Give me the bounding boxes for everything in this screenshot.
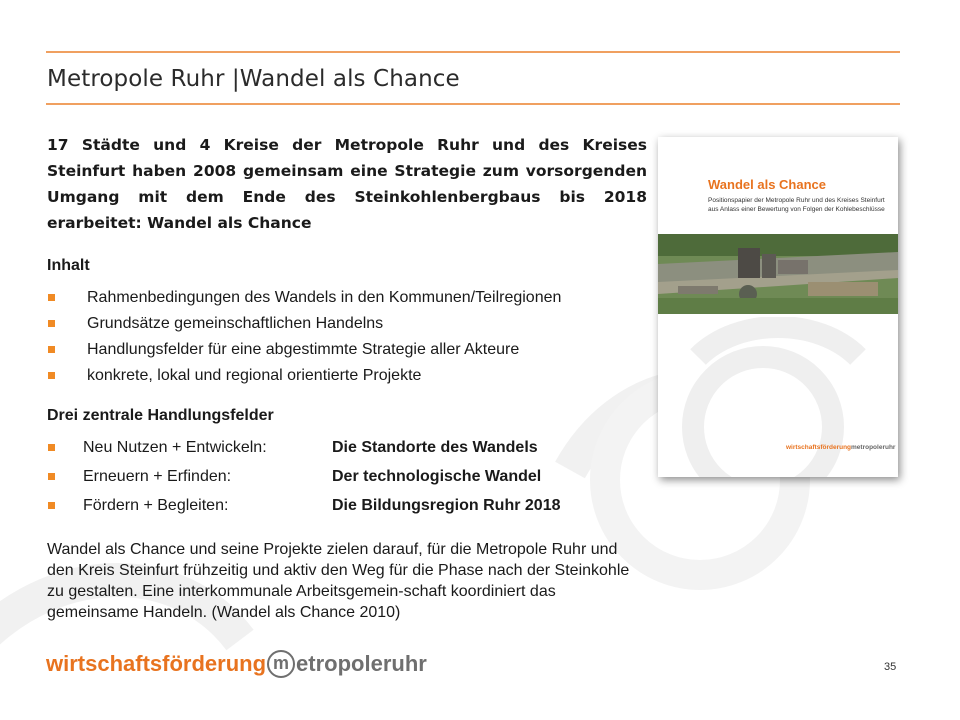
bullet-square-icon — [48, 473, 55, 480]
inhalt-heading: Inhalt — [47, 257, 90, 274]
intro-text: 17 Städte und 4 Kreise der Metropole Ruhr und des Kreises Steinfurt haben 2008 gemeinsam eine Strategie zum vorsorgenden Umgang mit dem Ende des Steinkohlenbergbaus bis 2018 erarbeitet: Wandel als Chance — [47, 136, 647, 232]
logo-m-circle: m — [267, 650, 295, 678]
bullet-square-icon — [48, 320, 55, 327]
bullet-square-icon — [48, 372, 55, 379]
page-title: Metropole Ruhr |Wandel als Chance — [47, 66, 460, 92]
cover-subtitle: Positionspapier der Metropole Ruhr und des Kreises Steinfurt aus Anlass einer Bewertung von Folgen der Kohlebeschlüsse — [708, 197, 885, 213]
bullet-square-icon — [48, 502, 55, 509]
footer-logo: wirtschaftsförderung m etropoleruhr — [46, 651, 427, 676]
bullet-square-icon — [48, 294, 55, 301]
cover-logo: wirtschaftsförderungmetropoleruhr — [786, 444, 896, 451]
bullet-square-icon — [48, 346, 55, 353]
cover-watermark — [658, 317, 898, 477]
industrial-site-photo — [658, 234, 898, 314]
page-number: 35 — [884, 661, 897, 673]
fields-heading: Drei zentrale Handlungsfelder — [47, 407, 274, 424]
header-rule-bottom — [46, 103, 900, 105]
bullet-square-icon — [48, 444, 55, 451]
cover-title: Wandel als Chance — [708, 177, 826, 192]
document-cover-image — [658, 137, 898, 477]
header-rule-top — [46, 51, 900, 53]
summary-paragraph: Wandel als Chance und seine Projekte zielen darauf, für die Metropole Ruhr und den Kreis Steinfurt frühzeitig und aktiv den Weg für die Phase nach der Steinkohle zu gestalten. Eine interkommunale Arbeitsgemein-schaft koordiniert das gemeinsame Handeln. (Wandel als Chance 2010) — [47, 541, 630, 621]
